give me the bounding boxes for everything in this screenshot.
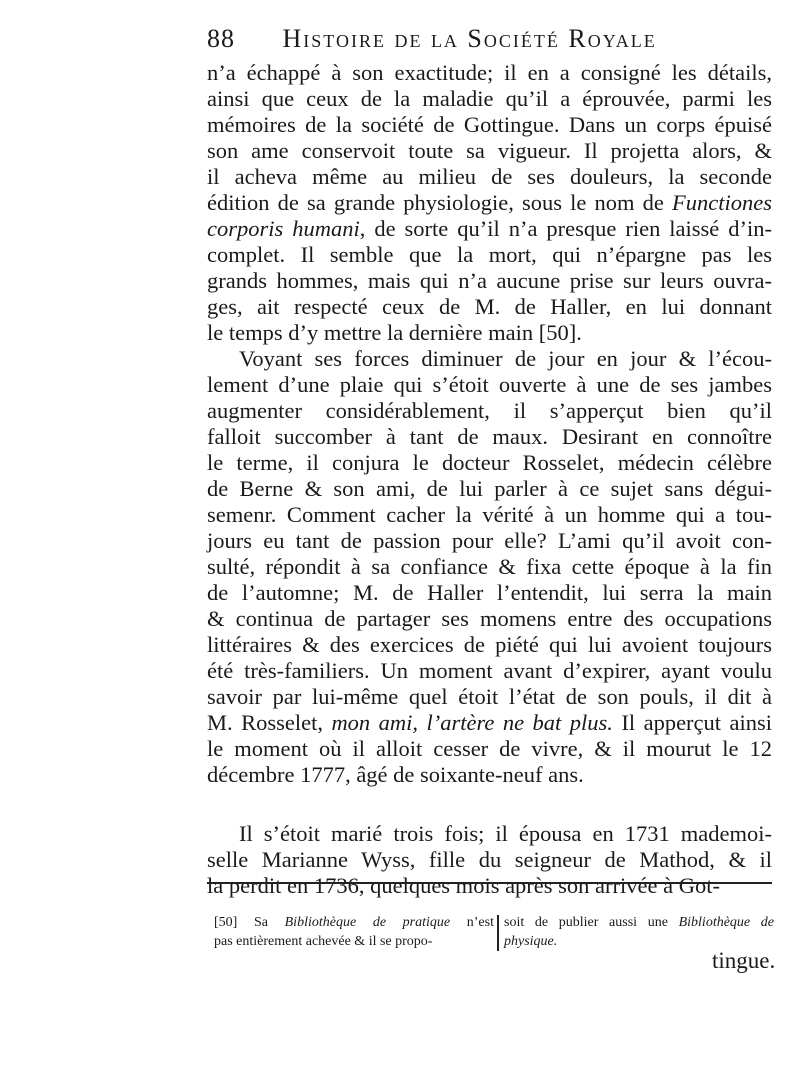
text-line: [207, 242, 772, 268]
page-number: 88: [207, 24, 235, 53]
paragraph: [207, 346, 772, 788]
text-segment: le temps d’y mettre la dernière main [50].: [207, 320, 582, 345]
text-segment: édition de sa grande physiologie, sous le nom de: [207, 190, 673, 215]
text-segment: semenr. Comment cacher la vérité à un homme qui a tou-: [207, 502, 772, 527]
text-segment: , de sorte qu’il n’a presque rien laissé d’in-: [359, 216, 772, 241]
text-segment: littéraires & des exercices de piété qui lui avoient toujours: [207, 632, 772, 657]
text-segment: de Berne & son ami, de lui parler à ce sujet sans dégui-: [207, 476, 772, 501]
text-line: [207, 424, 772, 450]
text-segment: lement d’une plaie qui s’étoit ouverte à une de ses jambes: [207, 372, 772, 397]
text-segment: M. Rosselet,: [207, 710, 332, 735]
text-segment: ainsi que ceux de la maladie qu’il a éprouvée, parmi les: [207, 86, 772, 111]
italic-text: Bibliothèque de: [678, 915, 774, 930]
footnote-line: [214, 913, 494, 932]
italic-text: physique.: [504, 934, 558, 949]
text-segment: n’a échappé à son exactitude; il en a consigné les détails,: [207, 60, 772, 85]
text-segment: sulté, répondit à sa confiance & fixa cette époque à la fin: [207, 554, 772, 579]
text-segment: Voyant ses forces diminuer de jour en jour & l’écou-: [239, 346, 772, 371]
text-line: [207, 216, 772, 242]
text-segment: le moment où il alloit cesser de vivre, & il mourut le 12: [207, 736, 772, 761]
text-segment: soit de publier aussi une: [504, 915, 679, 930]
text-segment: décembre 1777, âgé de soixante-neuf ans.: [207, 762, 584, 787]
text-line: [207, 684, 772, 710]
paragraph-gap: [207, 788, 772, 821]
running-title: Histoire de la Société Royale: [282, 24, 657, 53]
text-segment: selle Marianne Wyss, fille du seigneur de Mathod, & il: [207, 847, 772, 872]
text-segment: mémoires de la société de Gottingue. Dans un corps épuisé: [207, 112, 772, 137]
text-segment: le terme, il conjura le docteur Rosselet, médecin célèbre: [207, 450, 772, 475]
text-segment: pas entièrement achevée & il se propo-: [214, 934, 433, 949]
text-line: [207, 658, 772, 684]
footnote-column-divider: [497, 915, 499, 951]
text-line: [207, 606, 772, 632]
text-line: [207, 873, 772, 899]
text-segment: été très-familiers. Un moment avant d’expirer, ayant voulu: [207, 658, 772, 683]
text-line: [207, 294, 772, 320]
text-segment: augmenter considérablement, il s’apperçut bien qu’il: [207, 398, 772, 423]
text-line: [207, 450, 772, 476]
catchword: tingue.: [712, 948, 776, 973]
text-line: [207, 528, 772, 554]
italic-text: corporis humani: [207, 216, 360, 241]
italic-text: mon ami, l’artère ne bat plus.: [331, 710, 613, 735]
text-segment: ges, ait respecté ceux de M. de Haller, en lui donnant: [207, 294, 772, 319]
text-segment: complet. Il semble que la mort, qui n’épargne pas les: [207, 242, 772, 267]
footnote-rule: [207, 882, 772, 884]
text-line: [207, 632, 772, 658]
text-segment: falloit succomber à tant de maux. Desirant en connoître: [207, 424, 772, 449]
text-line: [207, 710, 772, 736]
paragraph: [207, 60, 772, 346]
text-line: [207, 190, 772, 216]
footnote-left-column: [214, 913, 494, 953]
text-segment: Il s’étoit marié trois fois; il épousa en 1731 mademoi-: [239, 821, 772, 846]
text-line: [207, 60, 772, 86]
text-line: [207, 821, 772, 847]
text-line: [207, 112, 772, 138]
text-line: [207, 736, 772, 762]
text-line: [207, 346, 772, 372]
text-line: [207, 476, 772, 502]
text-segment: son ame conservoit toute sa vigueur. Il projetta alors, &: [207, 138, 772, 163]
text-segment: il acheva même au milieu de ses douleurs, la seconde: [207, 164, 772, 189]
text-segment: Il apperçut ainsi: [612, 710, 772, 735]
text-segment: jours eu tant de passion pour elle? L’ami qu’il avoit con-: [207, 528, 772, 553]
text-segment: grands hommes, mais qui n’a aucune prise sur leurs ouvra-: [207, 268, 772, 293]
text-line: [207, 320, 772, 346]
footnote-line: [214, 932, 494, 951]
text-segment: la perdit en 1736, quelques mois après son arrivée à Got-: [207, 873, 720, 898]
text-line: [207, 502, 772, 528]
text-segment: n’est: [450, 915, 494, 930]
italic-text: Bibliothèque de pratique: [284, 915, 451, 930]
italic-text: Functiones: [672, 190, 772, 215]
text-line: [207, 847, 772, 873]
text-line: [207, 398, 772, 424]
text-line: [207, 138, 772, 164]
text-line: [207, 372, 772, 398]
footnote-right-column: [504, 913, 774, 953]
text-segment: & continua de partager ses momens entre des occupations: [207, 606, 772, 631]
paragraph: [207, 821, 772, 899]
running-header: [207, 24, 767, 58]
text-line: [207, 762, 772, 788]
text-line: [207, 268, 772, 294]
text-line: [207, 86, 772, 112]
text-segment: savoir par lui-même quel étoit l’état de son pouls, il dit à: [207, 684, 772, 709]
text-line: [207, 164, 772, 190]
footnote-line: [504, 913, 774, 932]
text-segment: de l’automne; M. de Haller l’entendit, lui serra la main: [207, 580, 772, 605]
text-line: [207, 580, 772, 606]
text-segment: [50] Sa: [214, 915, 285, 930]
text-line: [207, 554, 772, 580]
body-text: [207, 60, 772, 899]
